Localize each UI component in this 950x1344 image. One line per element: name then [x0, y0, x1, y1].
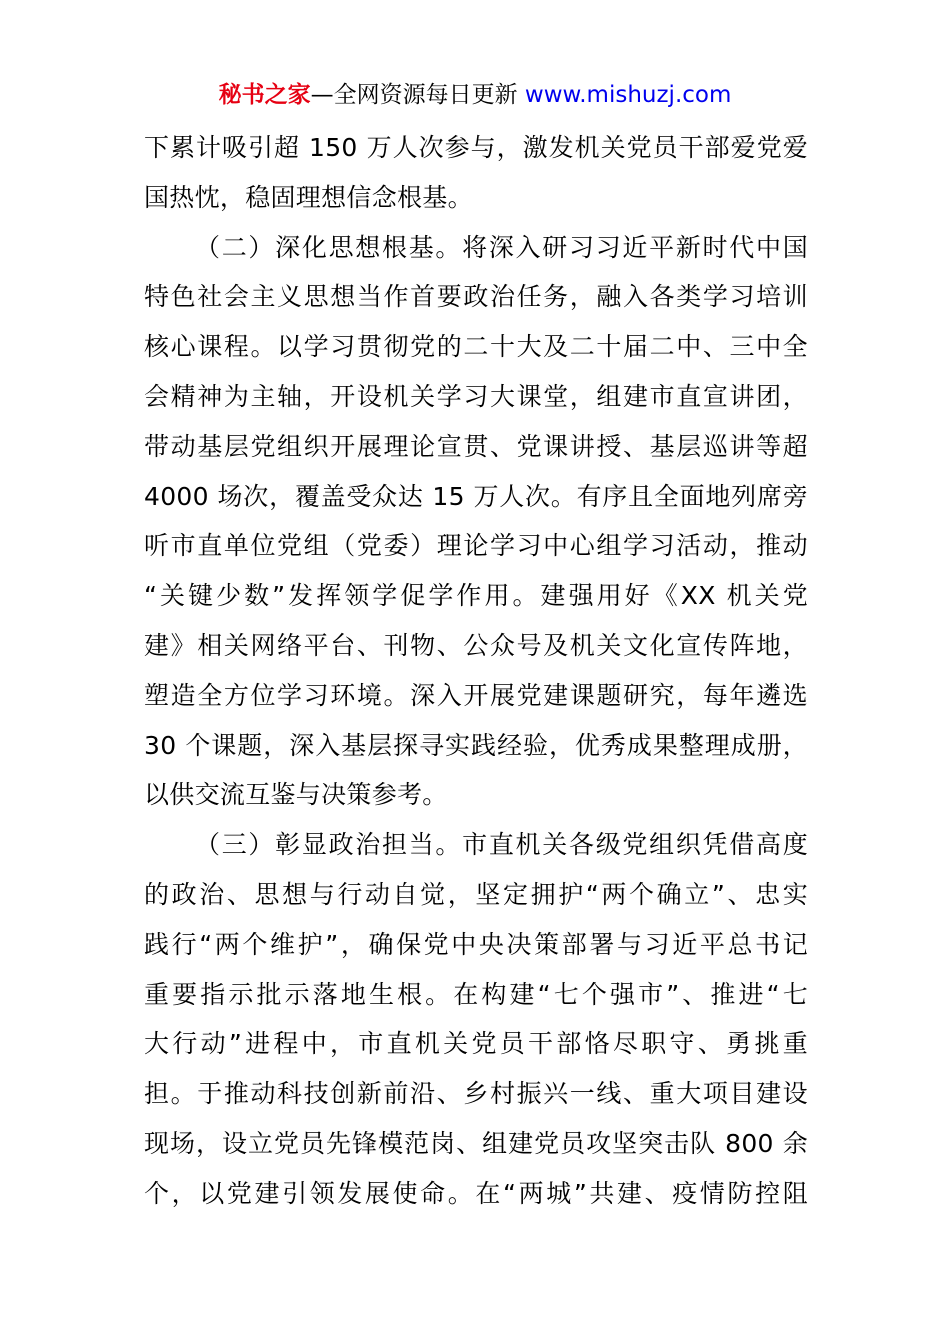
text-line: 带动基层党组织开展理论宣贯、党课讲授、基层巡讲等超	[144, 431, 808, 461]
section-heading-line: （二）深化思想根基。将深入研习习近平新时代中国	[195, 232, 808, 262]
text-line: 重要指示批示落地生根。在构建“七个强市”、推进“七	[144, 979, 808, 1009]
site-header	[0, 78, 950, 112]
text-line: 特色社会主义思想当作首要政治任务，融入各类学习培训	[144, 282, 808, 312]
text-line: 4000 场次，覆盖受众达 15 万人次。有序且全面地列席旁	[144, 481, 808, 511]
text-line: 核心课程。以学习贯彻党的二十大及二十届二中、三中全	[144, 332, 808, 362]
document-body	[144, 123, 808, 1219]
text-line: 听市直单位党组（党委）理论学习中心组学习活动，推动	[144, 531, 808, 561]
text-line: 践行“两个维护”，确保党中央决策部署与习近平总书记	[144, 929, 808, 959]
text-line: 下累计吸引超 150 万人次参与，激发机关党员干部爱党爱	[144, 133, 808, 162]
site-url-link[interactable]: www.mishuzj.com	[524, 82, 732, 108]
text-line: 的政治、思想与行动自觉，坚定拥护“两个确立”、忠实	[144, 879, 808, 909]
text-line: 建》相关网络平台、刊物、公众号及机关文化宣传阵地，	[144, 630, 808, 660]
site-brand: 秘书之家	[218, 82, 311, 108]
text-line: 以供交流互鉴与决策参考。	[144, 780, 448, 810]
site-tagline: —全网资源每日更新	[310, 82, 518, 108]
text-line: 国热忱，稳固理想信念根基。	[144, 182, 473, 212]
section-heading-line: （三）彰显政治担当。市直机关各级党组织凭借高度	[195, 830, 808, 860]
text-line: 塑造全方位学习环境。深入开展党建课题研究，每年遴选	[144, 680, 808, 710]
text-line: 30 个课题，深入基层探寻实践经验，优秀成果整理成册，	[144, 730, 808, 760]
text-line: 个，以党建引领发展使命。在“两城”共建、疫情防控阻	[144, 1178, 808, 1208]
text-line: 会精神为主轴，开设机关学习大课堂，组建市直宣讲团，	[144, 381, 808, 411]
text-line: 担。于推动科技创新前沿、乡村振兴一线、重大项目建设	[144, 1079, 808, 1109]
text-line: 现场，设立党员先锋模范岗、组建党员攻坚突击队 800 余	[144, 1128, 808, 1158]
text-line: “关键少数”发挥领学促学作用。建强用好《XX 机关党	[144, 581, 808, 611]
text-line: 大行动”进程中，市直机关党员干部恪尽职守、勇挑重	[144, 1029, 808, 1059]
